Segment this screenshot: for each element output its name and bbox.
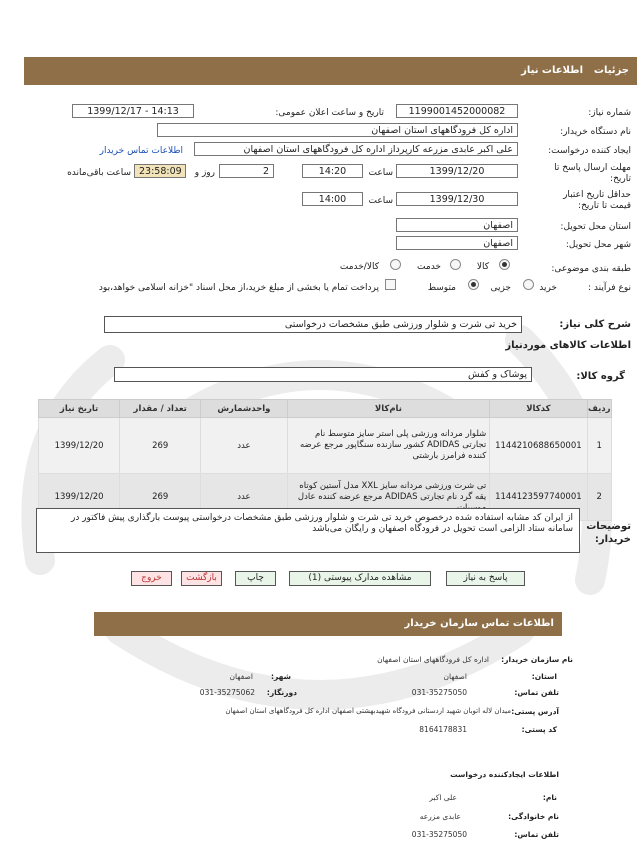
- deadline-time-label: ساعت: [368, 168, 393, 178]
- contact-province-label: استان:: [531, 672, 557, 681]
- category-goods-service-radio[interactable]: [390, 259, 401, 270]
- col-unit: واحدشمارش: [201, 400, 287, 418]
- attachments-button[interactable]: مشاهده مدارک پیوستی (1): [289, 571, 431, 586]
- top-tab-bar: [24, 57, 637, 85]
- category-goods-label: کالا: [476, 262, 489, 272]
- requester-field: علی اکبر عابدی مزرعه کارپرداز اداره کل فرودگاههای استان اصفهان: [194, 142, 518, 156]
- creator-phone-value: 031-35275050: [411, 830, 467, 839]
- col-index: ردیف: [587, 400, 612, 418]
- creator-family-value: عابدی مزرعه: [419, 812, 461, 821]
- buyer-notes-label: توضیحات خریدار:: [586, 521, 631, 545]
- row-code: 1144210688650001: [490, 418, 587, 474]
- requester-label: ایجاد کننده درخواست:: [548, 146, 631, 156]
- col-code: کدکالا: [490, 400, 587, 418]
- province-field: اصفهان: [396, 218, 518, 232]
- price-validity-time-label: ساعت: [368, 196, 393, 206]
- row-qty: 269: [120, 474, 201, 521]
- process-medium-label: متوسط: [427, 283, 456, 293]
- creator-section-title: اطلاعات ایجادکننده درخواست: [450, 770, 559, 779]
- days-field: 2: [219, 164, 274, 178]
- reply-button[interactable]: پاسخ به نیاز: [446, 571, 525, 586]
- contact-phone-value: 031-35275050: [411, 688, 467, 697]
- contact-section-header: اطلاعات تماس سازمان خریدار: [94, 612, 562, 636]
- contact-postal-value: 8164178831: [419, 725, 467, 734]
- contact-postal-label: کد پستی:: [521, 725, 557, 734]
- contact-address-value: میدان لاله اتوبان شهید اردستانی فرودگاه شهیدبهشتی اصفهان اداره کل فرودگاههای استان اصفهان: [225, 707, 511, 715]
- price-validity-time-field: 14:00: [302, 192, 363, 206]
- province-label: استان محل تحویل:: [560, 222, 631, 232]
- announce-date-field: 1399/12/17 - 14:13: [72, 104, 194, 118]
- process-small-radio[interactable]: [523, 279, 534, 290]
- back-button[interactable]: بازگشت: [181, 571, 222, 586]
- need-number-label: شماره نیاز:: [588, 108, 631, 118]
- row-unit: عدد: [201, 474, 287, 521]
- contact-fax-label: دورنگار:: [266, 688, 297, 697]
- creator-family-label: نام خانوادگی:: [508, 812, 559, 821]
- category-label: طبقه بندی موضوعی:: [551, 264, 631, 274]
- process-medium-radio[interactable]: [468, 279, 479, 290]
- buyer-field: اداره کل فرودگاههای استان اصفهان: [157, 123, 518, 137]
- contact-city-label: شهر:: [271, 672, 291, 681]
- category-goods-service-label: کالا/خدمت: [339, 262, 379, 272]
- creator-phone-label: تلفن تماس:: [514, 830, 559, 839]
- contact-phone-label: تلفن تماس:: [514, 688, 559, 697]
- row-qty: 269: [120, 418, 201, 474]
- table-row[interactable]: [39, 418, 612, 474]
- col-name: نام‌کالا: [287, 400, 490, 418]
- tab-need-info[interactable]: اطلاعات نیاز: [521, 65, 583, 76]
- creator-name-label: نام:: [542, 793, 557, 802]
- category-goods-radio[interactable]: [499, 259, 510, 270]
- treasury-payment-checkbox[interactable]: [385, 279, 396, 290]
- items-table: [38, 399, 612, 521]
- goods-info-title: اطلاعات کالاهای موردنیاز: [505, 340, 631, 351]
- contact-org-label: نام سازمان خریدار:: [501, 655, 573, 664]
- deadline-time-field: 14:20: [302, 164, 363, 178]
- price-validity-date-field: 1399/12/30: [396, 192, 518, 206]
- contact-fax-value: 031-35275062: [199, 688, 255, 697]
- contact-province-value: اصفهان: [443, 672, 467, 681]
- contact-address-label: آدرس پستی:: [511, 707, 559, 716]
- row-index: 1: [587, 418, 612, 474]
- contact-org-value: اداره کل فرودگاههای استان اصفهان: [377, 655, 489, 664]
- table-header-row: [39, 400, 612, 418]
- col-date: تاریخ نیاز: [39, 400, 120, 418]
- category-service-radio[interactable]: [450, 259, 461, 270]
- days-label: روز و: [194, 168, 215, 178]
- tab-details[interactable]: جزئیات: [593, 65, 629, 76]
- row-date: 1399/12/20: [39, 418, 120, 474]
- goods-group-field: پوشاک و کفش: [114, 367, 532, 382]
- contact-city-value: اصفهان: [229, 672, 253, 681]
- goods-group-label: گروه کالا:: [576, 371, 625, 382]
- deadline-label: مهلت ارسال پاسخ تا تاریخ:: [554, 163, 631, 184]
- process-label: نوع فرآیند :: [588, 283, 631, 293]
- process-buy-label: خرید: [539, 283, 557, 293]
- row-date: 1399/12/20: [39, 474, 120, 521]
- row-name: شلوار مردانه ورزشی پلی استر سایز متوسط نام تجارتی ADIDAS کشور سازنده سنگاپور مرجع عرضه کننده فرامرز بارشتی: [287, 418, 490, 474]
- remaining-time-field: 23:58:09: [134, 164, 186, 178]
- city-field: اصفهان: [396, 236, 518, 250]
- buyer-contact-link[interactable]: اطلاعات تماس خریدار: [99, 146, 183, 156]
- row-index: 2: [587, 474, 612, 521]
- buyer-notes-field: از ایران کد مشابه استفاده شده درخصوص خرید تی شرت و شلوار ورزشی طبق مشخصات درخواستی پیوست بارگذاری پیش فاکتور در سامانه ستاد الزامی است تحویل در فرودگاه اصفهان و رایگان می‌باشد: [36, 508, 580, 553]
- process-small-label: جزیی: [490, 283, 511, 293]
- deadline-date-field: 1399/12/20: [396, 164, 518, 178]
- price-validity-label: حداقل تاریخ اعتبار قیمت تا تاریخ:: [563, 190, 631, 211]
- exit-button[interactable]: خروج: [131, 571, 172, 586]
- creator-name-value: علی اکبر: [429, 793, 457, 802]
- category-service-label: خدمت: [417, 262, 441, 272]
- print-button[interactable]: چاپ: [235, 571, 276, 586]
- treasury-payment-label: پرداخت تمام یا بخشی از مبلغ خرید،از محل اسناد "خزانه اسلامی خواهد،بود: [98, 283, 379, 293]
- need-number-field: 1199001452000082: [396, 104, 518, 118]
- summary-label: شرح کلی نیاز:: [559, 319, 631, 330]
- summary-field: خرید تی شرت و شلوار ورزشی طبق مشخصات درخواستی: [104, 316, 522, 333]
- col-qty: تعداد / مقدار: [120, 400, 201, 418]
- row-unit: عدد: [201, 418, 287, 474]
- announce-date-label: تاریخ و ساعت اعلان عمومی:: [275, 108, 384, 118]
- city-label: شهر محل تحویل:: [565, 240, 631, 250]
- remaining-time-label: ساعت باقی‌مانده: [67, 168, 131, 178]
- row-name: تی شرت ورزشی مردانه سایز XXL مدل آستین کوتاه یقه گرد نام تجارتی ADIDAS مرجع عرضه کننده عادل: [287, 474, 490, 521]
- buyer-label: نام دستگاه خریدار:: [560, 127, 631, 137]
- row-code: 1144123597740001: [490, 474, 587, 521]
